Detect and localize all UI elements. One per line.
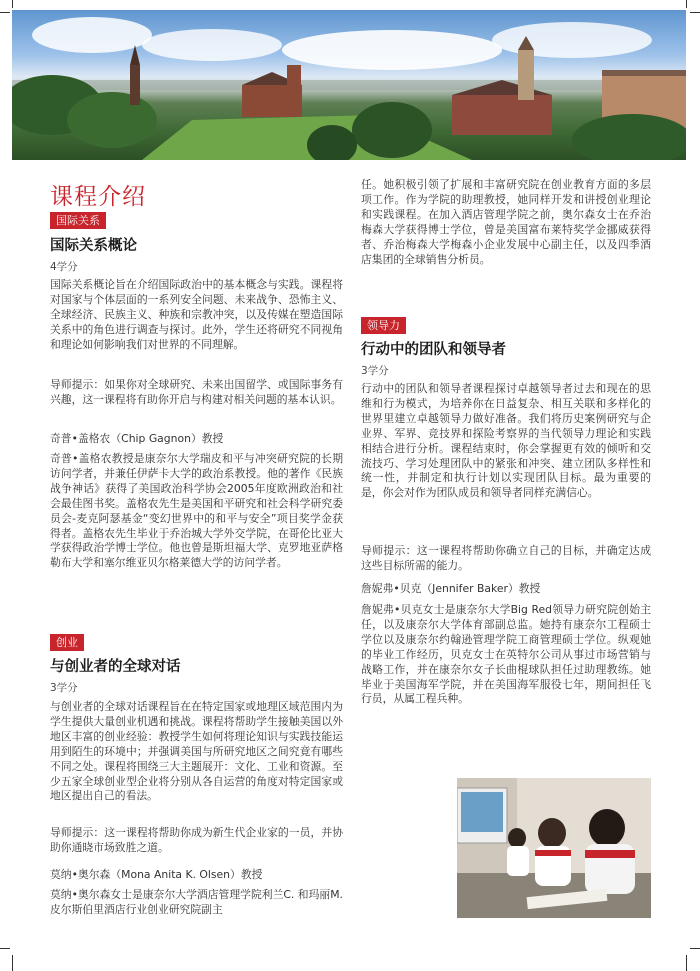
crop-mark xyxy=(686,0,687,8)
course-advice: 导师提示：这一课程将帮助你成为新生代企业家的一员，并协助你通晓市场致胜之道。 xyxy=(50,826,343,854)
instructor-bio: 莫纳•奥尔森女士是康奈尔大学酒店管理学院利兰C. 和玛丽M. 皮尔斯伯里酒店行业创业研究院副主 xyxy=(50,888,343,916)
course-credits: 3学分 xyxy=(50,682,78,694)
classroom-photo xyxy=(457,778,651,918)
course-tag-entrepreneurship: 创业 xyxy=(50,634,84,651)
course-tag-leadership: 领导力 xyxy=(361,317,406,334)
course-description: 行动中的团队和领导者课程探讨卓越领导者过去和现在的思维和行为模式，为培养你在日益复杂、相互关联和多样化的世界里建立卓越领导力做好准备。我们将历史案例研究与企业界、军界、竞技界和探险考察界的当代领导力理论和实践相结合进行分析。课程结束时，你会掌握更有效的倾听和交流技巧、学习处理团队中的紧张和冲突、建立团队多样性和统一性，并制定和执行计划以实现团队目标。最为重要的是，你会对作为团队成员和领导者同样充满信心。 xyxy=(361,382,651,500)
course-instructor: 奇普•盖格农（Chip Gagnon）教授 xyxy=(50,432,224,445)
campus-banner-image xyxy=(12,10,686,160)
course-description: 与创业者的全球对话课程旨在在特定国家或地理区域范围内为学生提供大量创业机遇和挑战。课程将帮助学生接触美国以外地区丰富的创业经验：教授学生如何将理论知识与实践技能运用到陌生的环境中；并强调美国与所研究地区之间究竟有哪些不同之处。课程将围绕三大主题展开：文化、工业和资源。至少五家全球创业型企业将分别从各自运营的角度对特定国家或地区提出自己的看法。 xyxy=(50,700,343,803)
course-advice: 导师提示：如果你对全球研究、未来出国留学、或国际事务有兴趣，这一课程将有助你开启与构建对相关问题的基本认识。 xyxy=(50,378,343,406)
course-credits: 4学分 xyxy=(50,261,78,273)
instructor-bio-continued: 任。她积极引领了扩展和丰富研究院在创业教育方面的多层项工作。作为学院的助理教授，她同样开发和讲授创业理论和实践课程。在加入酒店管理学院之前，奥尔森女士在乔治梅森大学获得博士学位，曾是美国富布莱特奖学金挪威获得者、乔治梅森大学梅森小企业发展中心副主任，以及四季酒店集团的全球销售分析员。 xyxy=(361,178,651,266)
page-title: 课程介绍 xyxy=(50,184,146,210)
crop-mark xyxy=(0,948,10,949)
crop-mark xyxy=(12,0,13,8)
course-title: 国际关系概论 xyxy=(50,238,137,254)
course-description: 国际关系概论旨在介绍国际政治中的基本概念与实践。课程将对国家与个体层面的一系列安全问题、未来战争、恐怖主义、全球经济、民族主义、种族和宗教冲突，以及传媒在塑造国际关系中的角色进行调查与探讨。此外，学生还将研究不同视角和理论如何影响我们对世界的不同理解。 xyxy=(50,278,343,351)
course-advice: 导师提示：这一课程将帮助你确立自己的目标，并确定达成这些目标所需的能力。 xyxy=(361,544,651,572)
course-instructor: 詹妮弗•贝克（Jennifer Baker）教授 xyxy=(361,582,541,595)
course-title: 行动中的团队和领导者 xyxy=(361,342,506,358)
course-tag-international-relations: 国际关系 xyxy=(50,212,106,229)
crop-mark xyxy=(690,948,700,949)
crop-mark xyxy=(686,955,687,971)
crop-mark xyxy=(0,12,10,13)
instructor-bio: 奇普•盖格农教授是康奈尔大学瑞皮和平与冲突研究院的长期访问学者，并兼任伊萨卡大学的政治系教授。他的著作《民族战争神话》获得了美国政治科学协会2005年度欧洲政治和社会最佳图书奖。盖格农先生是美国和平研究和社会科学研究委员会-麦克阿瑟基金“变幻世界中的和平与安全”项目奖学金获得者。盖格农先生毕业于乔治城大学外交学院，在哥伦比亚大学获得政治学博士学位。他也曾是斯坦福大学、克罗地亚萨格勒布大学和塞尔维亚贝尔格莱德大学的访问学者。 xyxy=(50,452,343,570)
crop-mark xyxy=(690,12,700,13)
crop-mark xyxy=(12,955,13,971)
course-title: 与创业者的全球对话 xyxy=(50,659,181,675)
instructor-bio: 詹妮弗•贝克女士是康奈尔大学Big Red领导力研究院创始主任，以及康奈尔大学体育部副总监。她持有康奈尔工程硕士学位以及康奈尔约翰逊管理学院工商管理硕士学位。纵观她的毕业工作经历，贝克女士在英特尔公司从事过市场营销与战略工作，并在康奈尔女子长曲棍球队担任过助理教练。她毕业于美国海军学院，并在美国海军服役七年，期间担任飞行员，从属工程兵种。 xyxy=(361,603,651,706)
course-instructor: 莫纳•奥尔森（Mona Anita K. Olsen）教授 xyxy=(50,868,263,881)
course-credits: 3学分 xyxy=(361,365,389,377)
